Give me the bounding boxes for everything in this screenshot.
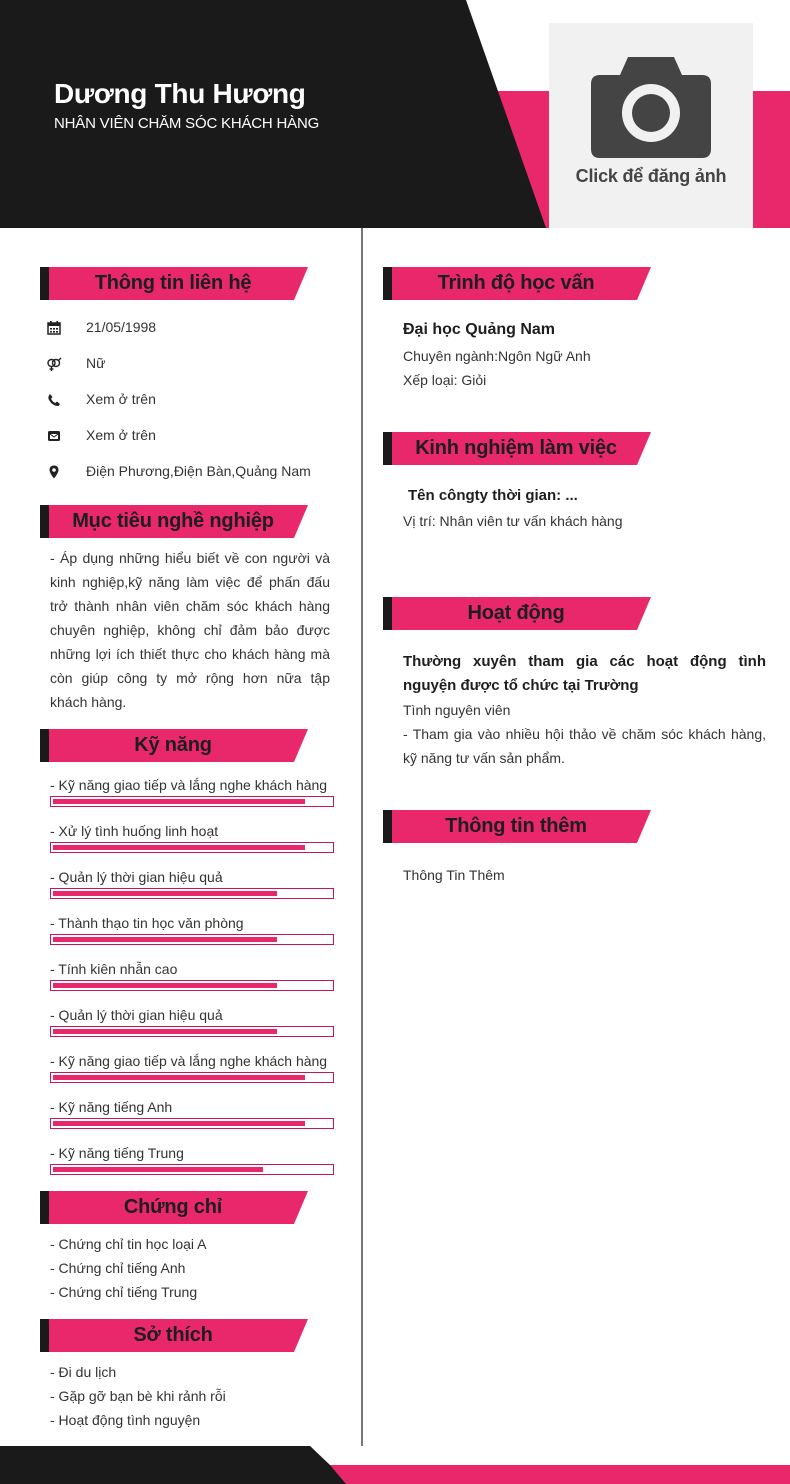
section-heading-experience: Kinh nghiệm làm việc [383, 432, 651, 465]
skill-level-fill [53, 845, 305, 850]
skill-item [50, 868, 334, 886]
photo-caption: Click để đăng ảnh [575, 166, 727, 186]
skill-level-fill [53, 1029, 277, 1034]
skill-label: - Kỹ năng tiếng Anh [50, 1099, 173, 1115]
job-title: NHÂN VIÊN CHĂM SÓC KHÁCH HÀNG [54, 115, 320, 132]
gender-icon [46, 356, 62, 372]
certificate-item: - Chứng chỉ tiếng Anh [50, 1260, 186, 1276]
photo-upload-button[interactable] [549, 23, 753, 228]
activity-heading: Thường xuyên tham gia các hoạt động tình nguyện được tổ chức tại Trường [403, 653, 766, 694]
skill-item [50, 822, 334, 840]
hobby-item: - Đi du lịch [50, 1364, 117, 1380]
section-heading-hobbies: Sở thích [40, 1319, 308, 1352]
skill-item [50, 914, 334, 932]
experience-company: Tên côngty thời gian: ... [408, 487, 578, 504]
skill-label: - Xử lý tình huống linh hoạt [50, 823, 219, 839]
column-divider [361, 228, 363, 1446]
activity-role: Tình nguyên viên [403, 702, 511, 718]
skill-level-bar [50, 1118, 334, 1129]
camera-icon [590, 53, 712, 159]
certificate-item: - Chứng chỉ tiếng Trung [50, 1284, 198, 1300]
skill-level-fill [53, 799, 305, 804]
skill-level-fill [53, 1075, 305, 1080]
calendar-icon [46, 320, 62, 336]
section-heading-certificates: Chứng chỉ [40, 1191, 308, 1224]
skill-level-bar [50, 796, 334, 807]
certificate-item: - Chứng chỉ tin học loại A [50, 1236, 207, 1252]
skill-level-fill [53, 983, 277, 988]
hobby-item: - Gặp gỡ bạn bè khi rảnh rỗi [50, 1388, 226, 1404]
extra-text: Thông Tin Thêm [403, 867, 505, 883]
skill-label: - Quản lý thời gian hiệu quả [50, 1007, 223, 1023]
skill-item [50, 1052, 334, 1070]
skill-label: - Kỹ năng tiếng Trung [50, 1145, 184, 1161]
section-heading-contact: Thông tin liên hệ [40, 267, 308, 300]
education-school: Đại học Quảng Nam [403, 321, 556, 338]
hobby-item: - Hoạt động tình nguyện [50, 1412, 201, 1428]
skill-level-bar [50, 1026, 334, 1037]
skill-item [50, 1144, 334, 1162]
section-heading-education: Trình độ học vấn [383, 267, 651, 300]
skill-level-fill [53, 1121, 305, 1126]
experience-position: Vị trí: Nhân viên tư vấn khách hàng [403, 513, 623, 529]
skill-level-bar [50, 842, 334, 853]
skill-label: - Thành thạo tin học văn phòng [50, 915, 244, 931]
activity-detail: - Tham gia vào nhiều hội thảo về chăm sóc khách hàng, kỹ năng tư vấn sản phẩm. [403, 726, 766, 766]
email-icon [46, 428, 62, 444]
skill-level-fill [53, 1167, 263, 1172]
section-heading-extra: Thông tin thêm [383, 810, 651, 843]
skill-level-fill [53, 937, 277, 942]
skill-level-bar [50, 934, 334, 945]
skill-label: - Quản lý thời gian hiệu quả [50, 869, 223, 885]
section-heading-objective: Mục tiêu nghề nghiệp [40, 505, 308, 538]
skill-level-bar [50, 1164, 334, 1175]
skill-item [50, 776, 334, 794]
candidate-name: Dương Thu Hương [54, 78, 306, 109]
skill-item [50, 1006, 334, 1024]
skill-level-bar [50, 980, 334, 991]
skill-label: - Kỹ năng giao tiếp và lắng nghe khách hàng [50, 777, 328, 793]
footer-decoration [0, 1446, 790, 1484]
skill-label: - Tính kiên nhẫn cao [50, 961, 178, 977]
location-icon [46, 464, 62, 480]
skill-item [50, 1098, 334, 1116]
phone-icon [46, 392, 62, 408]
skill-label: - Kỹ năng giao tiếp và lắng nghe khách hàng [50, 1053, 328, 1069]
objective-text: - Áp dụng những hiểu biết về con người và kinh nghiệp,kỹ năng làm việc để phấn đấu trở thành nhân viên chăm sóc khách hàng chuyên nghiệp, không chỉ đảm bảo được những lợi ích thiết thực cho khách hàng mà còn giúp công ty mở rộng hơn nữa tập khách hàng. [50, 550, 330, 710]
skill-level-fill [53, 891, 277, 896]
education-grade: Xếp loại: Giỏi [403, 372, 487, 388]
skill-item [50, 960, 334, 978]
education-major: Chuyên ngành:Ngôn Ngữ Anh [403, 348, 591, 364]
skill-level-bar [50, 888, 334, 899]
section-heading-skills: Kỹ năng [40, 729, 308, 762]
section-heading-activities: Hoạt động [383, 597, 651, 630]
skill-level-bar [50, 1072, 334, 1083]
